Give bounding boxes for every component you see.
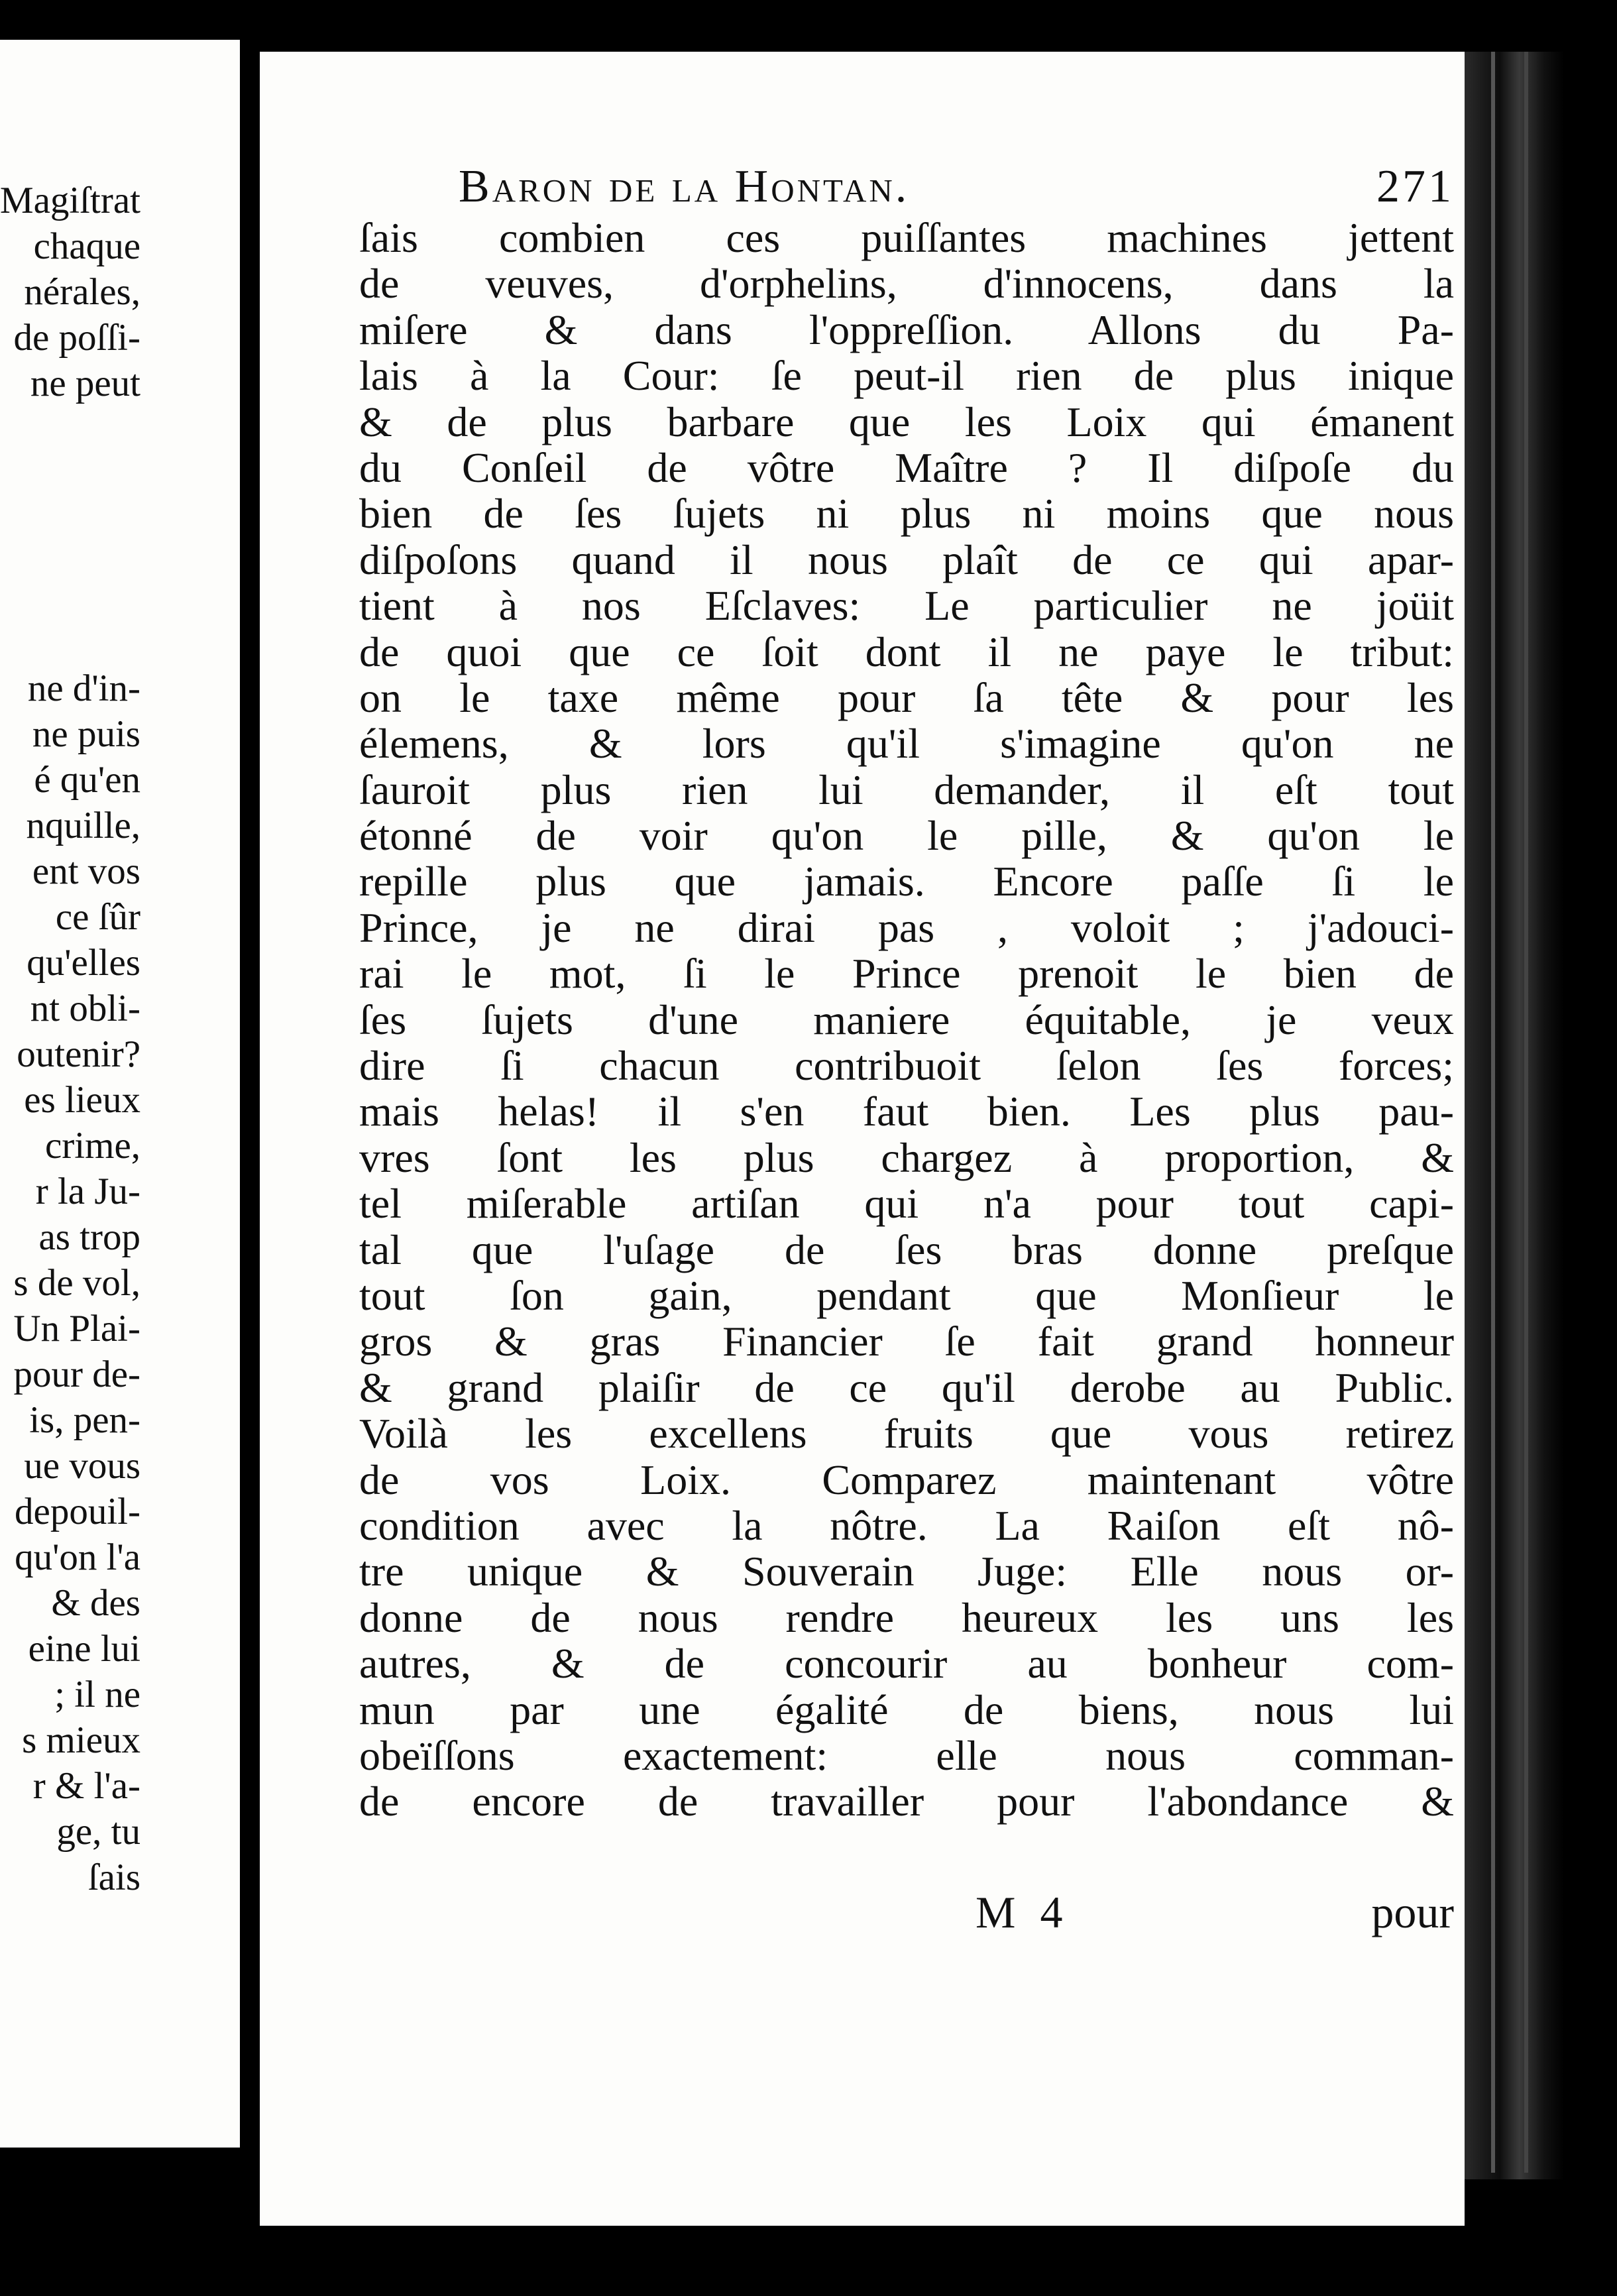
- text-line: mun par une égalité de biens, nous lui: [359, 1686, 1454, 1733]
- left-text-line: ſais: [87, 1857, 140, 1898]
- text-line: du Conſeil de vôtre Maître ? Il diſpoſe du: [359, 443, 1454, 491]
- left-text-line: as trop: [38, 1216, 140, 1258]
- body-text: [359, 215, 1454, 1825]
- text-line: ſes ſujets d'une maniere équitable, je veux: [359, 996, 1454, 1043]
- text-line: tre unique & Souverain Juge: Elle nous or-: [359, 1548, 1454, 1595]
- left-text-line: depouil-: [15, 1491, 140, 1532]
- text-line: & de plus barbare que les Loix qui émanent: [359, 398, 1454, 445]
- text-line: gros & gras Financier ſe fait grand honneur: [359, 1318, 1454, 1365]
- text-line: lais à la Cour: ſe peut-il rien de plus inique: [359, 352, 1454, 400]
- left-text-line: ne puis: [32, 713, 140, 755]
- page-number: 271: [1376, 161, 1454, 212]
- left-text-line: nérales,: [24, 271, 140, 313]
- left-text-line: r & l'a-: [32, 1765, 140, 1807]
- left-text-line: es lieux: [24, 1079, 140, 1121]
- text-line: diſpoſons quand il nous plaît de ce qui apar-: [359, 536, 1454, 583]
- text-line: miſere & dans l'oppreſſion. Allons du Pa-: [359, 306, 1454, 353]
- running-head-title: Baron de la Hontan.: [459, 161, 910, 212]
- left-text-line: crime,: [44, 1125, 140, 1167]
- text-line: tel miſerable artiſan qui n'a pour tout capi-: [359, 1180, 1454, 1228]
- left-text-line: eine lui: [28, 1628, 140, 1670]
- text-line: de encore de travailler pour l'abondance &: [359, 1778, 1454, 1825]
- text-line: mais helas! il s'en faut bien. Les plus pau-: [359, 1088, 1454, 1135]
- page-footer: [359, 1886, 1454, 1939]
- text-line: donne de nous rendre heureux les uns les: [359, 1593, 1454, 1641]
- left-text-line: outenir?: [17, 1033, 140, 1075]
- text-line: tal que l'uſage de ſes bras donne preſque: [359, 1226, 1454, 1273]
- text-line: repille plus que jamais. Encore paſſe ſi le: [359, 858, 1454, 905]
- left-text-line: de poſſi-: [13, 317, 140, 359]
- left-text-line: ge, tu: [56, 1811, 140, 1853]
- text-line: étonné de voir qu'on le pille, & qu'on le: [359, 812, 1454, 860]
- left-page: [0, 40, 240, 2148]
- left-text-line: is, pen-: [29, 1399, 140, 1441]
- left-text-line: Un Plai-: [13, 1308, 140, 1349]
- left-text-line: ; il ne: [54, 1674, 140, 1715]
- catchword: pour: [1371, 1887, 1454, 1937]
- left-text-line: ne d'in-: [27, 667, 140, 709]
- text-line: rai le mot, ſi le Prince prenoit le bien de: [359, 950, 1454, 998]
- running-head: [459, 160, 1454, 220]
- left-text-line: s mieux: [22, 1719, 140, 1761]
- left-text-line: s de vol,: [13, 1262, 140, 1304]
- text-line: dire ſi chacun contribuoit ſelon ſes forces;: [359, 1042, 1454, 1090]
- left-text-line: nquille,: [26, 805, 140, 846]
- book-fore-edge: [1465, 52, 1564, 2179]
- left-text-line: & des: [51, 1582, 140, 1624]
- text-line: & grand plaiſir de ce qu'il derobe au Public.: [359, 1363, 1454, 1411]
- left-text-line: Magiſtrat: [0, 180, 140, 221]
- left-text-line: nt obli-: [30, 988, 140, 1029]
- left-text-line: qu'elles: [27, 942, 140, 984]
- text-line: on le taxe même pour ſa tête & pour les: [359, 673, 1454, 721]
- text-line: ſauroit plus rien lui demander, il eſt tout: [359, 766, 1454, 813]
- left-text-line: chaque: [33, 225, 140, 267]
- text-line: de vos Loix. Comparez maintenant vôtre: [359, 1456, 1454, 1503]
- text-line: Voilà les excellens fruits que vous retirez: [359, 1410, 1454, 1458]
- text-line: tout ſon gain, pendant que Monſieur le: [359, 1271, 1454, 1319]
- text-line: de veuves, d'orphelins, d'innocens, dans la: [359, 260, 1454, 308]
- text-line: bien de ſes ſujets ni plus ni moins que nous: [359, 490, 1454, 538]
- left-text-line: pour de-: [13, 1353, 140, 1395]
- page-edge-line: [1491, 52, 1495, 2173]
- text-line: élemens, & lors qu'il s'imagine qu'on ne: [359, 720, 1454, 768]
- text-line: tient à nos Eſclaves: Le particulier ne joüit: [359, 582, 1454, 630]
- text-line: obeïſſons exactement: elle nous comman-: [359, 1731, 1454, 1779]
- text-line: Prince, je ne dirai pas , voloit ; j'adouci-: [359, 903, 1454, 951]
- text-line: autres, & de concourir au bonheur com-: [359, 1640, 1454, 1688]
- left-text-line: é qu'en: [34, 759, 140, 801]
- text-line: ſais combien ces puiſſantes machines jettent: [359, 214, 1454, 261]
- left-text-line: ce ſûr: [55, 896, 140, 938]
- signature-mark: M 4: [976, 1887, 1070, 1937]
- left-text-line: ent vos: [32, 850, 140, 892]
- text-line: vres ſont les plus chargez à proportion, &: [359, 1133, 1454, 1181]
- left-text-line: ue vous: [24, 1445, 140, 1487]
- left-text-line: qu'on l'a: [15, 1536, 140, 1578]
- right-page: [260, 52, 1465, 2226]
- text-line: condition avec la nôtre. La Raiſon eſt nô-: [359, 1501, 1454, 1549]
- text-line: de quoi que ce ſoit dont il ne paye le tribut:: [359, 628, 1454, 675]
- left-text-line: r la Ju-: [35, 1171, 140, 1212]
- page-edge-line: [1524, 52, 1528, 2173]
- left-text-line: ne peut: [30, 363, 140, 404]
